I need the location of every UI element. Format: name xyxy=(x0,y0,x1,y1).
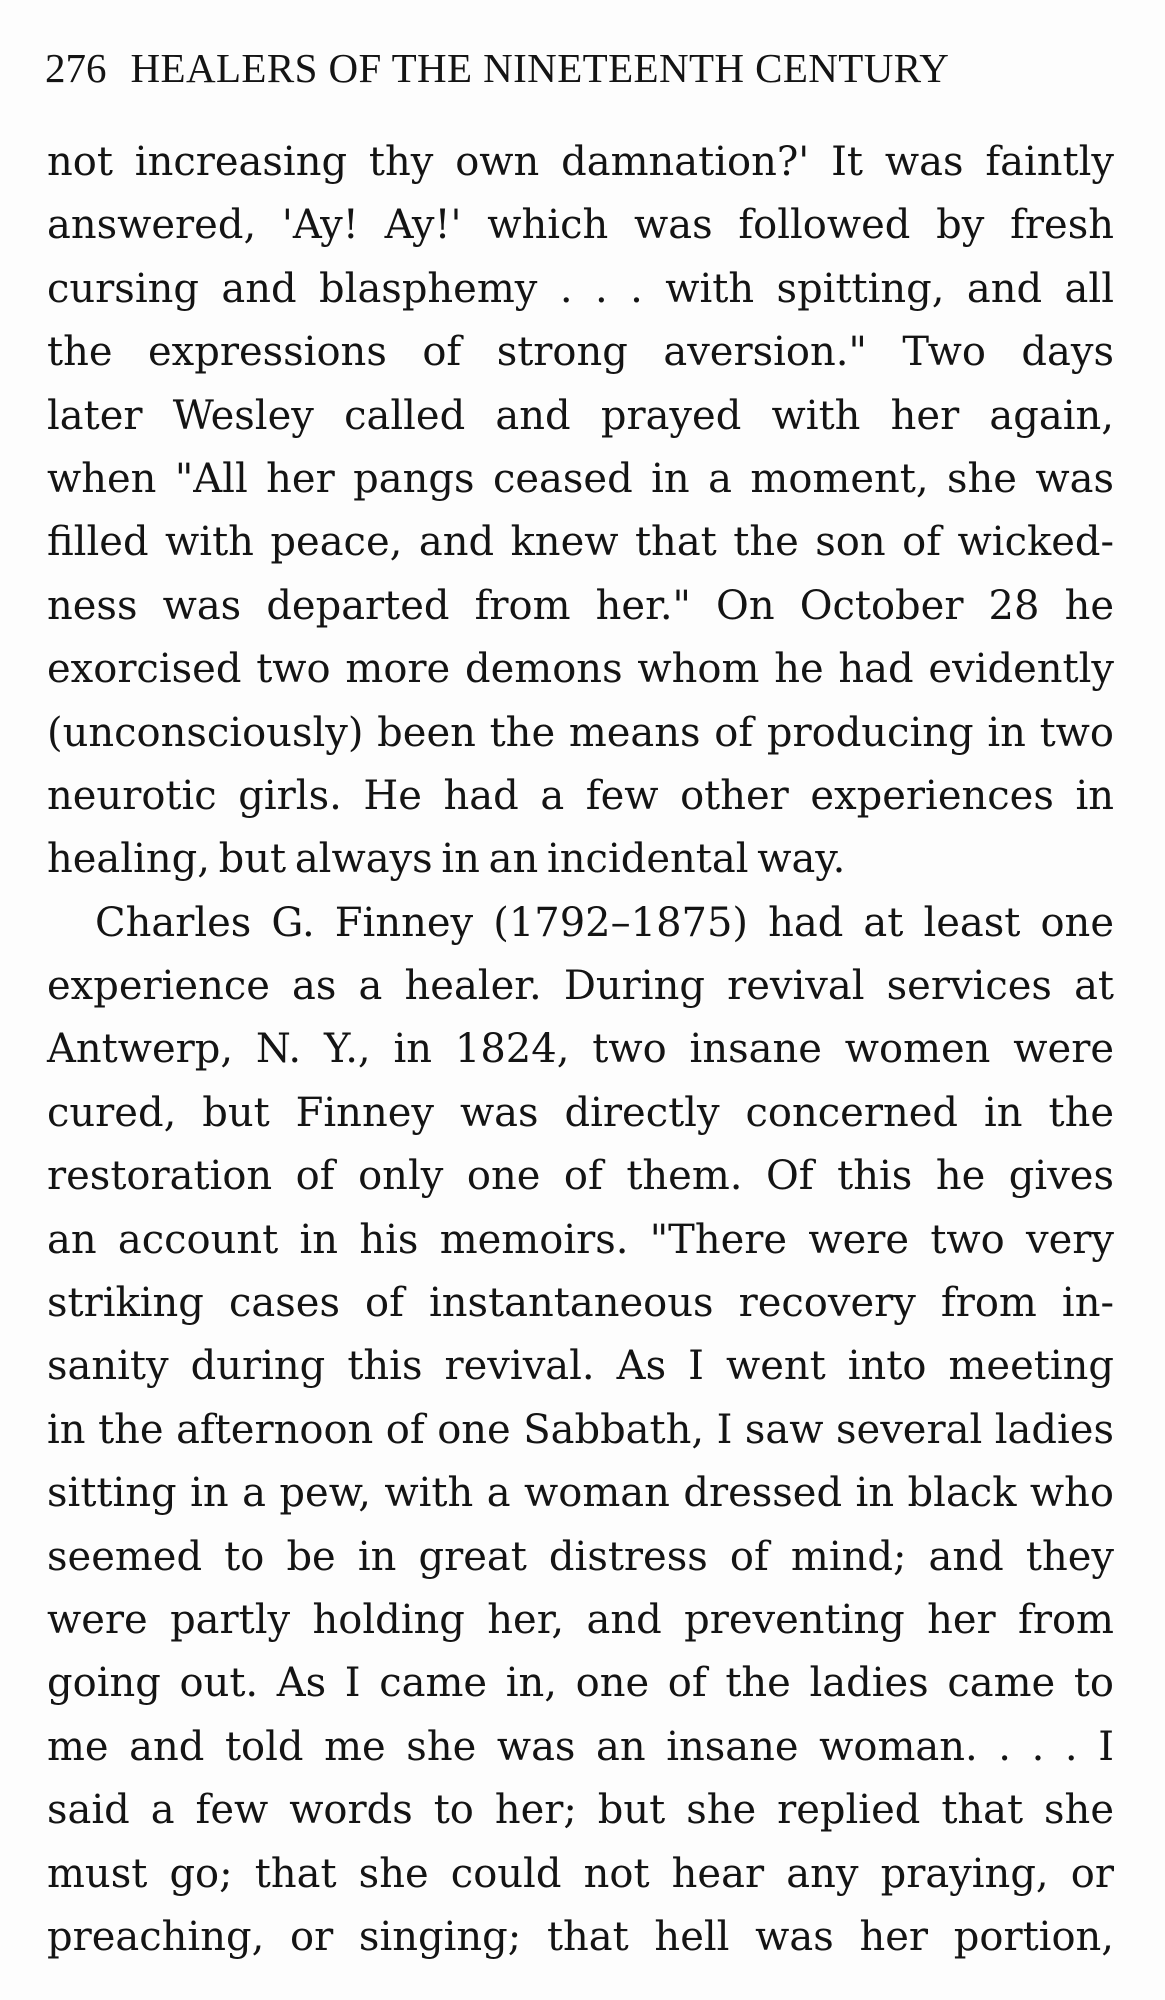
text-line: the expressions of strong aversion." Two days xyxy=(47,329,1114,376)
text-line: seemed to be in great distress of mind; and they xyxy=(47,1533,1114,1580)
text-line: Antwerp, N. Y., in 1824, two insane women were xyxy=(47,1026,1114,1073)
body-text xyxy=(47,131,1114,1969)
text-line: later Wesley called and prayed with her again, xyxy=(47,392,1114,439)
text-line: (unconsciously) been the means of producing in two xyxy=(47,709,1114,756)
text-line: cursing and blasphemy . . . with spitting, and all xyxy=(47,265,1114,312)
page-number: 276 xyxy=(45,45,107,91)
text-line: in the afternoon of one Sabbath, I saw several ladies xyxy=(47,1406,1114,1453)
page-header xyxy=(45,38,1120,98)
text-line: when "All her pangs ceased in a moment, she was xyxy=(47,455,1114,502)
text-line: not increasing thy own damnation?' It was faintly xyxy=(47,139,1114,185)
text-line: restoration of only one of them. Of this he gives xyxy=(47,1153,1114,1200)
text-line: filled with peace, and knew that the son of wicked- xyxy=(47,519,1114,566)
text-line: cured, but Finney was directly concerned in the xyxy=(47,1089,1114,1136)
text-line: sanity during this revival. As I went into meeting xyxy=(47,1343,1114,1390)
text-line: me and told me she was an insane woman. . . . I xyxy=(47,1723,1114,1770)
text-line: going out. As I came in, one of the ladies came to xyxy=(47,1660,1114,1707)
text-line: ness was departed from her." On October 28 he xyxy=(47,582,1114,629)
text-line: preaching, or singing; that hell was her portion, xyxy=(47,1913,1114,1960)
paragraph-end-line: healing, but always in an incidental way. xyxy=(47,836,846,883)
text-line: were partly holding her, and preventing her from xyxy=(47,1596,1114,1643)
text-line: answered, 'Ay! Ay!' which was followed by fresh xyxy=(47,202,1114,249)
text-line: exorcised two more demons whom he had evidently xyxy=(47,646,1114,693)
text-line: an account in his memoirs. "There were two very xyxy=(47,1216,1114,1263)
text-line: neurotic girls. He had a few other experiences in xyxy=(47,772,1114,819)
paragraph-start-line: Charles G. Finney (1792–1875) had at least one xyxy=(95,899,1114,946)
text-line: striking cases of instantaneous recovery from in- xyxy=(47,1280,1114,1327)
text-line: must go; that she could not hear any praying, or xyxy=(47,1850,1114,1897)
text-line: sitting in a pew, with a woman dressed in black who xyxy=(47,1470,1114,1517)
text-line: experience as a healer. During revival services at xyxy=(47,963,1114,1010)
text-line: said a few words to her; but she replied that she xyxy=(47,1787,1114,1834)
running-head: HEALERS OF THE NINETEENTH CENTURY xyxy=(130,45,950,91)
